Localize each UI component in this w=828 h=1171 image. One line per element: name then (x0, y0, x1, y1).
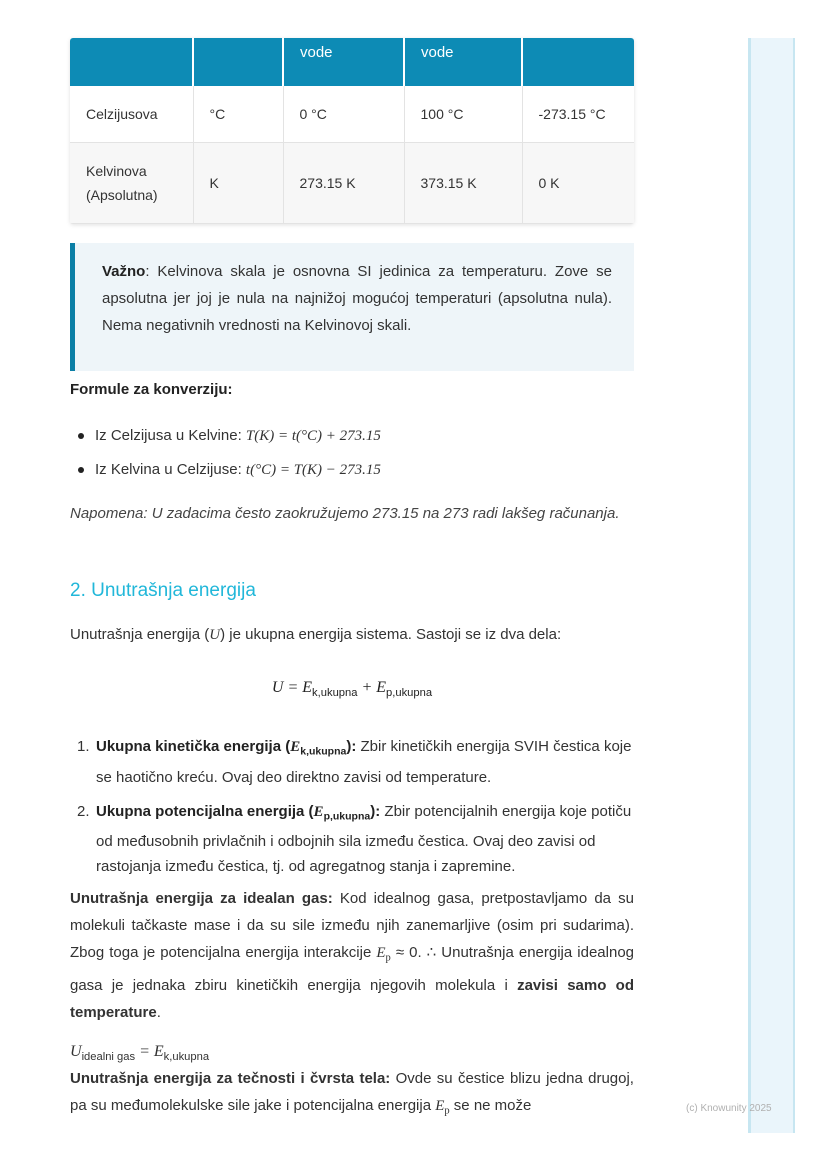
table-header-cell (70, 38, 193, 86)
watermark: (c) Knowunity 2025 (686, 1103, 772, 1114)
table-header-cell: vode (283, 38, 404, 86)
conversion-heading: Formule za konverziju: (70, 381, 233, 398)
table-cell: 0 K (522, 143, 634, 224)
list-item: 2. Ukupna potencijalna energija $(E_{p,ukupna})$: Zbir potencijalnih energija koje potiču od međusobnih privlačnih i odbojnih sila između čestica. Ovaj deo zavisi od rastojanja između čestica, tj. od agregatnog stanja i zapremine. (77, 802, 632, 876)
table-header-row (70, 38, 634, 86)
table-cell: Celzijusova (70, 86, 193, 143)
table-header-cell (193, 38, 283, 86)
right-sidebar-strip (748, 38, 795, 1133)
table-cell: °C (193, 86, 283, 143)
formula: T(K) = t(°C) + 273.15 (245, 428, 381, 444)
callout-text: Važno: Kelvinova skala je osnovna SI jedinica za temperaturu. Zove se apsolutna jer joj je nula na najnižoj mogućoj temperaturi (apsolutna nula). Nema negativnih vrednosti na Kelvinovoj skali. (102, 263, 612, 334)
list-item: 1. Ukupna kinetička energija $(E_{k,ukupna})$: Zbir kinetičkih energija SVIH čestica koje se haotično kreću. Ovaj deo direktno zavisi od temperature. (77, 738, 632, 786)
callout-label: Važno (102, 263, 146, 280)
liquids-paragraph: Unutrašnja energija za tečnosti i čvrsta tela: Ovde su čestice blizu jedna drugoj, pa su međumolekulske sile jake i potencijalna energija $E_p$ se ne može (70, 1070, 634, 1117)
conversion-list (70, 424, 634, 492)
table-row (70, 86, 634, 143)
temperature-scales-table (70, 38, 634, 224)
table-header-cell (522, 38, 634, 86)
ideal-gas-equation: $U_{idealni gas} = E_{k,ukupna}$ (70, 1043, 210, 1063)
table-cell: 0 °C (283, 86, 404, 143)
table-cell: Kelvinova (Apsolutna) (70, 143, 193, 224)
table-row (70, 143, 634, 224)
table-cell: 100 °C (404, 86, 522, 143)
section-title: 2. Unutrašnja energija (70, 580, 256, 601)
list-item: Iz Celzijusa u Kelvine: T(K) = t(°C) + 273.15 (70, 424, 634, 458)
bullet-icon (78, 467, 84, 473)
internal-energy-equation: $U = E_{k,ukupna} + E_{p,ukupna}$ (271, 679, 433, 699)
bullet-icon (78, 433, 84, 439)
table-cell: K (193, 143, 283, 224)
table-header-cell: vode (404, 38, 522, 86)
table-cell: 373.15 K (404, 143, 522, 224)
ideal-gas-paragraph: Unutrašnja energija za idealan gas: Kod idealnog gasa, pretpostavljamo da su molekuli tačkaste mase i da su sile između njih zanemarljive (osim pri sudarima). Zbog toga je potencijalna energija interakcije $E_p \approx 0$. ∴ Unutrašnja energija idealnog gasa je jednaka zbiru kinetičkih energija njegovih molekula i zavisi samo od temperature. (70, 890, 634, 1021)
intro-paragraph: Unutrašnja energija (U) je ukupna energija sistema. Sastoji se iz dva dela: (70, 626, 562, 643)
important-callout (70, 243, 634, 371)
formula: t(°C) = T(K) − 273.15 (245, 462, 381, 478)
list-item: Iz Kelvina u Celzijuse: t(°C) = T(K) − 273.15 (70, 458, 634, 492)
note-paragraph: Napomena: U zadacima često zaokružujemo 273.15 na 273 radi lakšeg računanja. (70, 505, 620, 522)
energy-components-list (70, 734, 634, 888)
table-cell: 273.15 K (283, 143, 404, 224)
table-cell: -273.15 °C (522, 86, 634, 143)
